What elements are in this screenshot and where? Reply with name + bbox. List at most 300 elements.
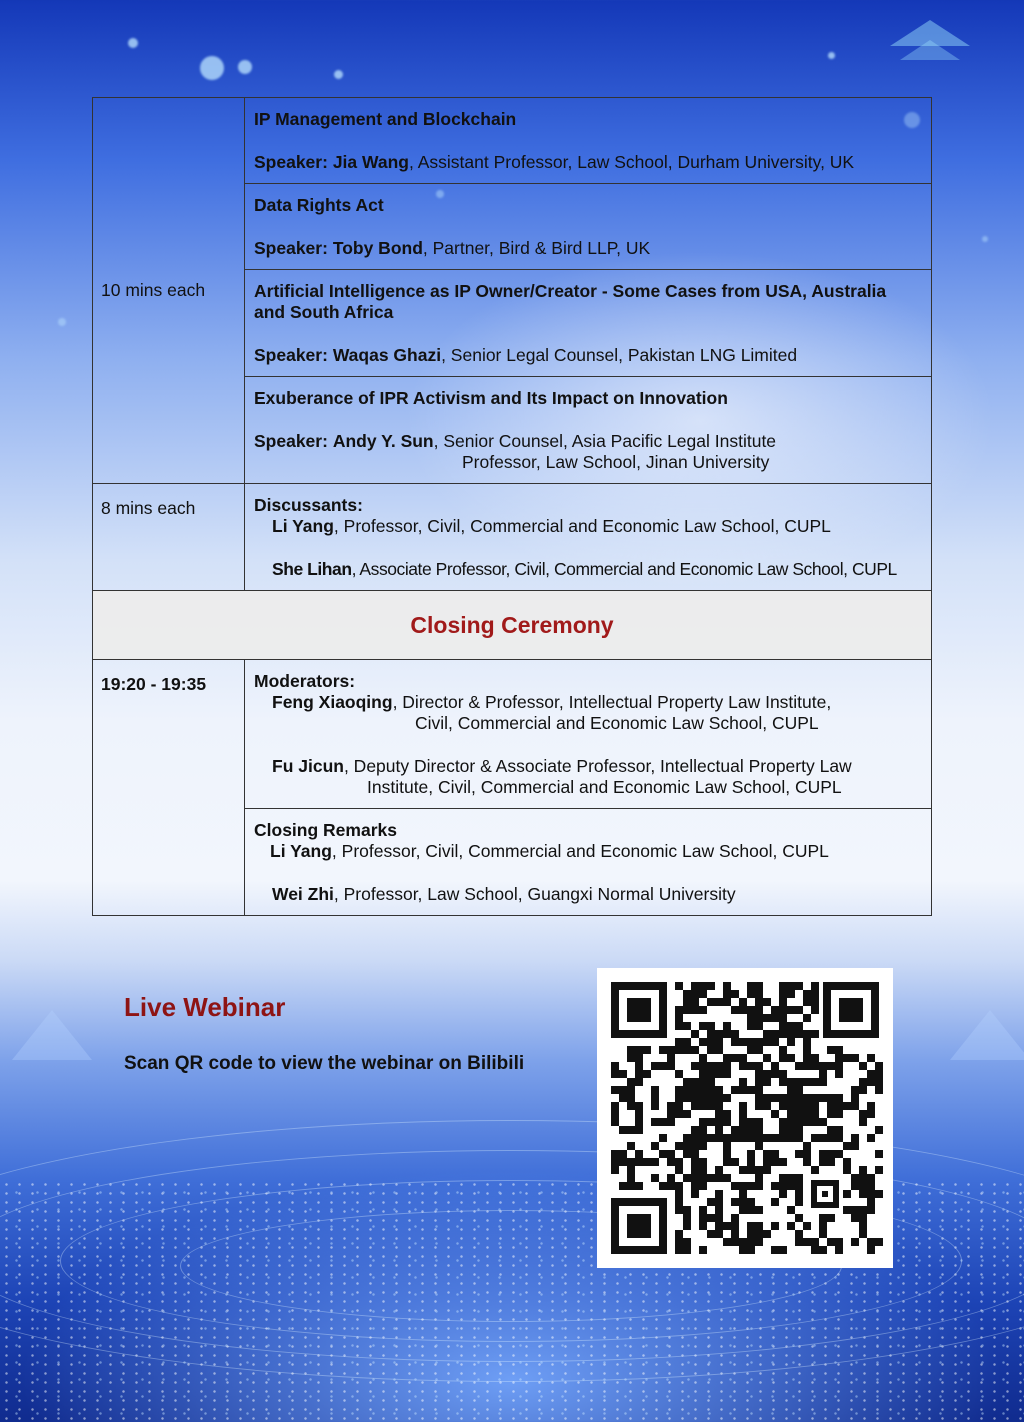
- qr-module: [771, 1070, 779, 1078]
- qr-module: [691, 1062, 699, 1070]
- qr-module: [755, 1062, 763, 1070]
- qr-module: [691, 1102, 699, 1110]
- qr-module: [707, 1230, 715, 1238]
- qr-module: [643, 1158, 651, 1166]
- qr-module: [691, 1046, 699, 1054]
- qr-module: [699, 1102, 707, 1110]
- qr-module: [739, 1110, 747, 1118]
- qr-module: [659, 1134, 667, 1142]
- qr-module: [635, 1110, 643, 1118]
- qr-module: [755, 1182, 763, 1190]
- qr-module: [803, 1078, 811, 1086]
- qr-module: [787, 982, 795, 990]
- qr-module: [747, 1230, 755, 1238]
- qr-module: [787, 1222, 795, 1230]
- qr-module: [755, 1134, 763, 1142]
- qr-module: [779, 1102, 787, 1110]
- qr-module: [851, 1174, 859, 1182]
- agenda-row-closing-heading: [93, 591, 932, 660]
- qr-module: [635, 1118, 643, 1126]
- qr-module: [659, 1182, 667, 1190]
- time-label: 10 mins each: [101, 280, 206, 300]
- qr-module: [667, 1062, 675, 1070]
- remark-speaker-affiliation: , Professor, Civil, Commercial and Economic Law School, CUPL: [331, 841, 829, 861]
- qr-module: [747, 1158, 755, 1166]
- qr-module: [795, 1190, 803, 1198]
- qr-module: [731, 1006, 739, 1014]
- qr-module: [803, 1030, 811, 1038]
- qr-module: [715, 1102, 723, 1110]
- qr-module: [611, 1070, 619, 1078]
- qr-module: [771, 1182, 779, 1190]
- qr-module: [795, 1174, 803, 1182]
- qr-module: [803, 998, 811, 1006]
- qr-module: [627, 1046, 635, 1054]
- qr-module: [667, 1118, 675, 1126]
- qr-module: [715, 1166, 723, 1174]
- qr-module: [827, 1126, 835, 1134]
- qr-module: [835, 1238, 843, 1246]
- agenda-row-discussants: [93, 484, 932, 591]
- qr-module: [819, 1246, 827, 1254]
- qr-module: [611, 1110, 619, 1118]
- qr-module: [699, 1086, 707, 1094]
- qr-module: [779, 1014, 787, 1022]
- qr-module: [691, 1086, 699, 1094]
- qr-module: [667, 1054, 675, 1062]
- qr-module: [859, 1086, 867, 1094]
- qr-module: [755, 998, 763, 1006]
- qr-module: [787, 1110, 795, 1118]
- qr-module: [811, 1030, 819, 1038]
- qr-module: [675, 1086, 683, 1094]
- qr-module: [811, 990, 819, 998]
- qr-module: [723, 1110, 731, 1118]
- qr-module: [755, 982, 763, 990]
- qr-module: [851, 1182, 859, 1190]
- qr-module: [827, 1238, 835, 1246]
- discussant-name: Li Yang: [272, 516, 334, 536]
- qr-module: [675, 1142, 683, 1150]
- qr-module: [699, 1022, 707, 1030]
- qr-module: [667, 1150, 675, 1158]
- qr-module: [803, 1158, 811, 1166]
- qr-module: [787, 1102, 795, 1110]
- qr-module: [835, 1054, 843, 1062]
- qr-module: [755, 1046, 763, 1054]
- qr-module: [643, 1046, 651, 1054]
- qr-module: [747, 1062, 755, 1070]
- qr-module: [755, 1070, 763, 1078]
- speaker-line: [254, 431, 922, 452]
- qr-module: [675, 1166, 683, 1174]
- qr-module: [611, 1158, 619, 1166]
- qr-module: [723, 1174, 731, 1182]
- qr-module: [675, 1198, 683, 1206]
- qr-module: [731, 1238, 739, 1246]
- qr-module: [843, 1158, 851, 1166]
- qr-module: [771, 1030, 779, 1038]
- agenda-row-talk-1: [93, 98, 932, 184]
- qr-module: [675, 1246, 683, 1254]
- qr-module: [675, 1046, 683, 1054]
- qr-module: [699, 1126, 707, 1134]
- speaker-affiliation: , Partner, Bird & Bird LLP, UK: [422, 238, 651, 258]
- speaker-name: Toby Bond: [332, 238, 423, 258]
- qr-module: [747, 1046, 755, 1054]
- qr-module: [635, 1054, 643, 1062]
- qr-module: [715, 1134, 723, 1142]
- live-webinar-title: Live Webinar: [124, 992, 286, 1022]
- qr-module: [747, 1182, 755, 1190]
- qr-module: [707, 1086, 715, 1094]
- qr-module: [787, 1006, 795, 1014]
- discussants-cell: [245, 484, 932, 591]
- qr-module: [795, 1110, 803, 1118]
- qr-module: [723, 1030, 731, 1038]
- discussant-line: [254, 559, 922, 580]
- qr-module: [707, 1134, 715, 1142]
- qr-module: [675, 1182, 683, 1190]
- qr-module: [723, 990, 731, 998]
- qr-module: [683, 998, 691, 1006]
- qr-code-icon[interactable]: [597, 968, 893, 1268]
- qr-module: [827, 1110, 835, 1118]
- qr-module: [675, 1014, 683, 1022]
- qr-module: [763, 1102, 771, 1110]
- qr-module: [811, 1054, 819, 1062]
- qr-module: [675, 1102, 683, 1110]
- qr-module: [795, 1150, 803, 1158]
- qr-module: [851, 1102, 859, 1110]
- qr-module: [867, 1054, 875, 1062]
- qr-module: [683, 1222, 691, 1230]
- qr-module: [723, 1054, 731, 1062]
- qr-module: [731, 1038, 739, 1046]
- qr-module: [635, 1126, 643, 1134]
- qr-module: [723, 998, 731, 1006]
- qr-module: [867, 1174, 875, 1182]
- qr-module: [827, 1062, 835, 1070]
- qr-module: [723, 1134, 731, 1142]
- qr-module: [859, 1174, 867, 1182]
- qr-module: [795, 1230, 803, 1238]
- qr-module: [755, 1022, 763, 1030]
- qr-module: [699, 1062, 707, 1070]
- qr-module: [611, 1118, 619, 1126]
- qr-module: [683, 1150, 691, 1158]
- qr-module: [859, 1214, 867, 1222]
- qr-module: [747, 1014, 755, 1022]
- qr-module: [779, 1006, 787, 1014]
- qr-module: [691, 1142, 699, 1150]
- qr-module: [827, 1158, 835, 1166]
- qr-module: [771, 1222, 779, 1230]
- qr-module: [651, 1062, 659, 1070]
- qr-module: [763, 1038, 771, 1046]
- qr-code-graphic: [597, 968, 893, 1268]
- qr-module: [859, 1182, 867, 1190]
- qr-module: [683, 1142, 691, 1150]
- qr-module: [619, 1182, 627, 1190]
- qr-module: [803, 1102, 811, 1110]
- qr-module: [787, 1182, 795, 1190]
- qr-module: [779, 1118, 787, 1126]
- qr-module: [819, 1158, 827, 1166]
- qr-module: [683, 1022, 691, 1030]
- time-cell-8-mins: [93, 484, 245, 591]
- qr-module: [795, 1102, 803, 1110]
- qr-module: [747, 1206, 755, 1214]
- qr-module: [627, 1102, 635, 1110]
- qr-module: [611, 1166, 619, 1174]
- qr-module: [787, 1030, 795, 1038]
- qr-module: [859, 1078, 867, 1086]
- qr-module: [707, 1022, 715, 1030]
- qr-module: [723, 1150, 731, 1158]
- qr-module: [715, 998, 723, 1006]
- qr-module: [795, 1062, 803, 1070]
- qr-module: [627, 1182, 635, 1190]
- qr-module: [691, 1150, 699, 1158]
- qr-module: [627, 1158, 635, 1166]
- discussant-name: She Lihan: [272, 559, 352, 579]
- qr-module: [819, 1094, 827, 1102]
- qr-module: [803, 1142, 811, 1150]
- qr-module: [659, 1150, 667, 1158]
- qr-module: [747, 982, 755, 990]
- qr-module: [795, 1238, 803, 1246]
- qr-module: [619, 1158, 627, 1166]
- qr-module: [739, 1102, 747, 1110]
- qr-module: [619, 1126, 627, 1134]
- speaker-affiliation: , Senior Counsel, Asia Pacific Legal Institute: [433, 431, 777, 451]
- speaker-line: [254, 152, 922, 173]
- qr-module: [667, 1182, 675, 1190]
- qr-module: [811, 1238, 819, 1246]
- qr-module: [723, 1022, 731, 1030]
- qr-module: [755, 1142, 763, 1150]
- qr-module: [747, 1022, 755, 1030]
- qr-module: [707, 1038, 715, 1046]
- qr-module: [619, 1086, 627, 1094]
- talk-title: IP Management and Blockchain: [254, 109, 517, 129]
- qr-module: [667, 1174, 675, 1182]
- qr-module: [851, 1142, 859, 1150]
- closing-remarks-heading: Closing Remarks: [254, 820, 397, 840]
- qr-module: [723, 1062, 731, 1070]
- remark-speaker-name: Wei Zhi: [272, 884, 334, 904]
- qr-module: [699, 1038, 707, 1046]
- qr-module: [867, 1198, 875, 1206]
- qr-module: [867, 1206, 875, 1214]
- moderator-name: Feng Xiaoqing: [272, 692, 393, 712]
- qr-module: [795, 1030, 803, 1038]
- qr-module: [715, 1062, 723, 1070]
- talk-cell: [245, 270, 932, 377]
- qr-module: [747, 1150, 755, 1158]
- speaker-affiliation-second-line: Professor, Law School, Jinan University: [462, 452, 770, 472]
- qr-module: [771, 1006, 779, 1014]
- qr-module: [835, 1246, 843, 1254]
- qr-module: [843, 1206, 851, 1214]
- qr-module: [683, 1094, 691, 1102]
- qr-module: [651, 1158, 659, 1166]
- remark-speaker-affiliation: , Professor, Law School, Guangxi Normal University: [333, 884, 736, 904]
- agenda-table: [92, 97, 932, 916]
- qr-module: [787, 1094, 795, 1102]
- qr-module: [707, 1214, 715, 1222]
- qr-module: [779, 1246, 787, 1254]
- qr-module: [707, 1198, 715, 1206]
- qr-module: [691, 1126, 699, 1134]
- qr-module: [715, 1030, 723, 1038]
- qr-module: [739, 1238, 747, 1246]
- qr-module: [691, 1166, 699, 1174]
- qr-module: [811, 1102, 819, 1110]
- qr-module: [651, 1142, 659, 1150]
- qr-module: [819, 1214, 827, 1222]
- qr-module: [771, 1134, 779, 1142]
- qr-module: [651, 1102, 659, 1110]
- qr-module: [827, 1094, 835, 1102]
- qr-module: [715, 1038, 723, 1046]
- qr-module: [675, 1158, 683, 1166]
- qr-module: [827, 1046, 835, 1054]
- qr-module: [811, 1062, 819, 1070]
- qr-module: [771, 1158, 779, 1166]
- qr-module: [755, 1166, 763, 1174]
- qr-module: [707, 998, 715, 1006]
- qr-module: [819, 1118, 827, 1126]
- qr-module: [867, 1238, 875, 1246]
- qr-module: [739, 1182, 747, 1190]
- speaker-affiliation: , Senior Legal Counsel, Pakistan LNG Limited: [441, 345, 798, 365]
- talk-title: Exuberance of IPR Activism and Its Impact on Innovation: [254, 388, 728, 408]
- qr-module: [771, 1198, 779, 1206]
- qr-module: [787, 1022, 795, 1030]
- qr-module: [835, 1150, 843, 1158]
- qr-module: [699, 1094, 707, 1102]
- qr-module: [867, 1190, 875, 1198]
- qr-module: [795, 1198, 803, 1206]
- qr-module: [731, 1134, 739, 1142]
- talk-title: Artificial Intelligence as IP Owner/Creator - Some Cases from USA, Australia and South Africa: [254, 281, 887, 322]
- discussants-heading: Discussants:: [254, 495, 363, 515]
- qr-module: [779, 1094, 787, 1102]
- qr-module: [731, 1086, 739, 1094]
- qr-module: [635, 1070, 643, 1078]
- moderator-line: [254, 692, 922, 713]
- qr-module: [691, 1182, 699, 1190]
- qr-module: [723, 1070, 731, 1078]
- qr-module: [851, 1054, 859, 1062]
- qr-module: [787, 1206, 795, 1214]
- qr-module: [747, 1086, 755, 1094]
- qr-module: [755, 990, 763, 998]
- qr-module: [691, 982, 699, 990]
- qr-module: [667, 1158, 675, 1166]
- qr-module: [851, 1238, 859, 1246]
- qr-module: [659, 1046, 667, 1054]
- qr-module: [747, 1006, 755, 1014]
- qr-module: [691, 1006, 699, 1014]
- qr-module: [811, 1006, 819, 1014]
- qr-module: [827, 1102, 835, 1110]
- qr-module: [739, 1198, 747, 1206]
- qr-module: [683, 1006, 691, 1014]
- qr-module: [763, 1166, 771, 1174]
- qr-module: [731, 1182, 739, 1190]
- qr-module: [667, 1102, 675, 1110]
- qr-module: [747, 1038, 755, 1046]
- speaker-name: Jia Wang: [332, 152, 409, 172]
- qr-module: [779, 1022, 787, 1030]
- qr-module: [683, 1086, 691, 1094]
- qr-module: [835, 1102, 843, 1110]
- qr-module: [811, 998, 819, 1006]
- qr-module: [659, 1118, 667, 1126]
- qr-module: [787, 1078, 795, 1086]
- qr-module: [843, 1190, 851, 1198]
- qr-module: [811, 1134, 819, 1142]
- qr-module: [763, 1094, 771, 1102]
- qr-module: [795, 1118, 803, 1126]
- qr-module: [627, 1078, 635, 1086]
- qr-module: [827, 1214, 835, 1222]
- moderators-heading: Moderators:: [254, 671, 356, 691]
- talk-title: Data Rights Act: [254, 195, 384, 215]
- qr-module: [699, 1166, 707, 1174]
- qr-module: [707, 1118, 715, 1126]
- qr-module: [691, 1134, 699, 1142]
- qr-module: [699, 1134, 707, 1142]
- qr-module: [787, 1174, 795, 1182]
- qr-module: [699, 1070, 707, 1078]
- qr-module: [683, 1134, 691, 1142]
- qr-module: [835, 1094, 843, 1102]
- qr-module: [643, 1070, 651, 1078]
- qr-module: [779, 1078, 787, 1086]
- qr-module: [699, 982, 707, 990]
- qr-module: [707, 982, 715, 990]
- qr-module: [707, 1094, 715, 1102]
- qr-module: [763, 1030, 771, 1038]
- qr-module: [691, 1174, 699, 1182]
- discussant-affiliation: , Associate Professor, Civil, Commercial and Economic Law School, CUPL: [351, 559, 897, 579]
- qr-module: [635, 1150, 643, 1158]
- moderator-affiliation-second-line: Institute, Civil, Commercial and Economic Law School, CUPL: [367, 777, 842, 797]
- qr-module: [763, 1134, 771, 1142]
- speaker-label: Speaker:: [254, 152, 328, 172]
- qr-module: [779, 1174, 787, 1182]
- qr-module: [683, 1046, 691, 1054]
- speaker-name: Waqas Ghazi: [332, 345, 442, 365]
- qr-module: [771, 1094, 779, 1102]
- qr-module: [779, 1190, 787, 1198]
- qr-module: [707, 1078, 715, 1086]
- qr-module: [699, 1054, 707, 1062]
- qr-module: [835, 1046, 843, 1054]
- qr-module: [755, 1102, 763, 1110]
- talk-cell: [245, 377, 932, 484]
- qr-module: [707, 1174, 715, 1182]
- qr-module: [755, 1006, 763, 1014]
- qr-module: [747, 1238, 755, 1246]
- qr-module: [795, 1126, 803, 1134]
- qr-module: [779, 1046, 787, 1054]
- qr-module: [811, 1094, 819, 1102]
